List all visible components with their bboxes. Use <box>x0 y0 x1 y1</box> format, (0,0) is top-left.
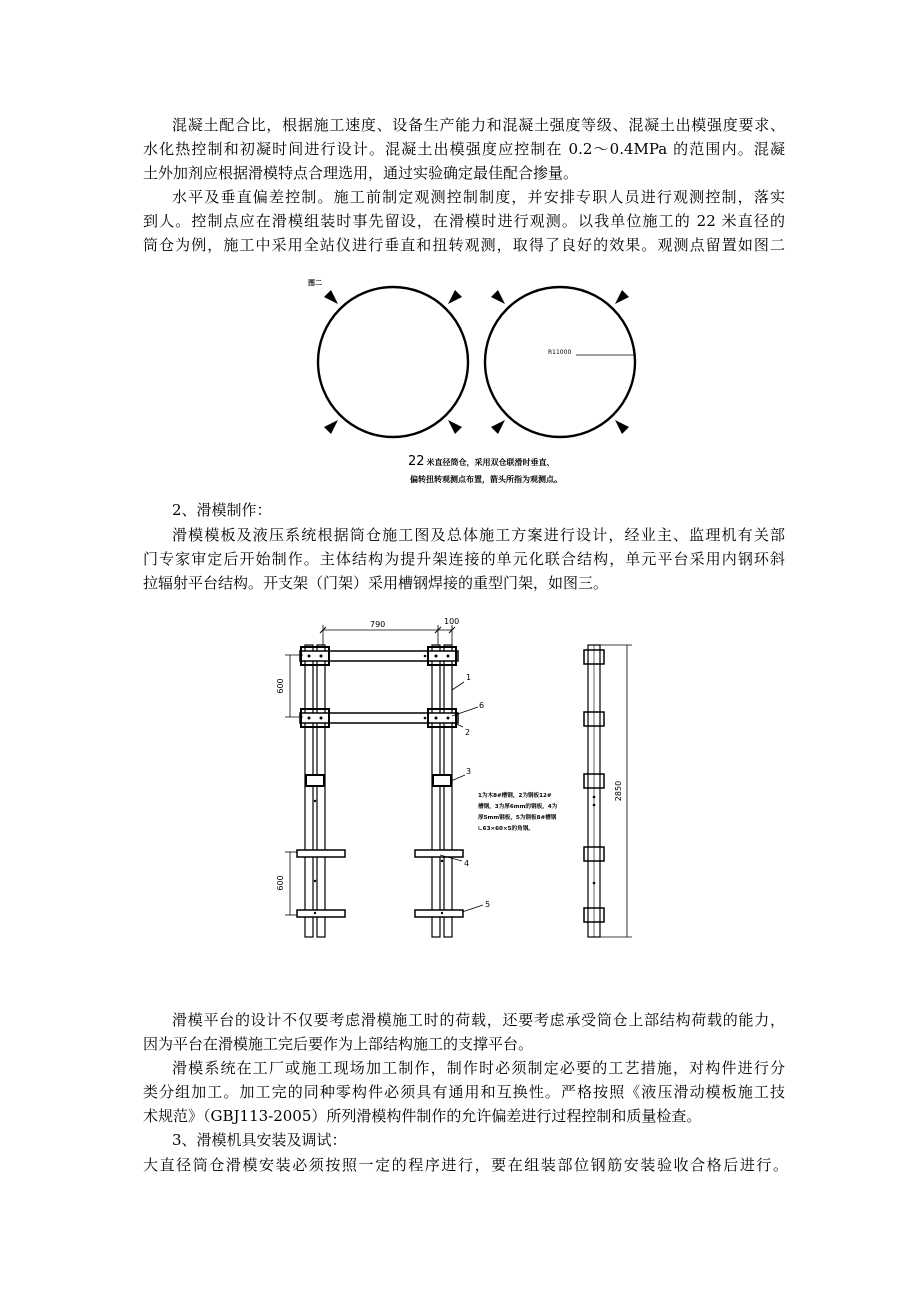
steel-plate-block <box>306 775 324 786</box>
callout-leader <box>452 682 464 690</box>
top-beam <box>300 651 458 661</box>
paragraph-4-line-1: 滑模平台的设计不仅要考虑滑模施工时的荷载，还要考虑承受筒仓上部结构荷载的能力， <box>172 1011 785 1029</box>
bolt <box>308 655 311 658</box>
callout-4: 4 <box>464 859 470 868</box>
bolt <box>314 912 316 914</box>
section-3-heading: 3、滑模机具安装及调试： <box>172 1131 347 1149</box>
right-silo-circle <box>485 287 635 437</box>
parts-note-line: ∟63×60×5的角钢。 <box>478 826 534 832</box>
callout-1: 1 <box>466 673 472 682</box>
parts-note-line: 槽钢，3为厚6mm的钢板，4为 <box>478 804 558 810</box>
cross-member <box>415 850 463 857</box>
observation-point-arrow <box>448 290 462 304</box>
caption-number: 22 <box>408 454 425 469</box>
right-column-channel <box>444 645 452 937</box>
callout-leader <box>451 775 465 781</box>
paragraph-2-line-3: 筒仓为例，施工中采用全站仪进行垂直和扭转观测，取得了良好的效果。观测点留置如图二 <box>143 236 785 254</box>
right-column-channel <box>432 645 440 937</box>
section-2-heading: 2、滑模制作： <box>172 501 272 519</box>
paragraph-1-line-2: 水化热控制和初凝时间进行设计。混凝土出模强度应控制在 0.2～0.4MPa 的范围内。混凝 <box>143 140 785 158</box>
left-column-channel <box>317 645 325 937</box>
figure-2-caption-line-2 <box>410 474 562 485</box>
paragraph-1-line-3: 土外加剂应根据滑模特点合理选用，通过实验确定最佳配合掺量。 <box>143 164 579 182</box>
angle-steel-member <box>297 910 345 917</box>
caption-text: 米直径筒仓，采用双仓联滑时垂直、 <box>426 458 555 467</box>
paragraph-2-line-2: 到人。控制点应在滑模组装时事先留设，在滑模时进行观测。以我单位施工的 22 米直径的 <box>143 212 785 230</box>
paragraph-6-line-1: 大直径筒仓滑模安装必须按照一定的程序进行，要在组装部位钢筋安装验收合格后进行。 <box>143 1156 788 1174</box>
observation-point-arrow <box>491 420 505 434</box>
parts-note-line: 厚5mm钢板，5为钢板8#槽钢 <box>478 815 557 821</box>
lower-spacing-label: 600 <box>276 875 285 891</box>
figure-2-label: 图二 <box>308 279 322 287</box>
bolt <box>441 912 443 914</box>
paragraph-5-line-3: 术规范》（GBJ113-2005）所列滑模构件制作的允许偏差进行过程控制和质量检查。 <box>143 1107 702 1125</box>
bolt <box>424 717 427 720</box>
figure-2-silo-plan <box>300 275 645 460</box>
parts-note-line: 1为木8#槽钢，2为钢板12# <box>478 793 552 799</box>
bolt <box>314 800 316 802</box>
paragraph-1-line-1: 混凝土配合比，根据施工速度、设备生产能力和混凝土强度等级、混凝土出模强度要求、 <box>172 116 785 134</box>
steel-plate-block <box>433 775 451 786</box>
height-dimension-label: 2850 <box>614 780 623 802</box>
radius-label: R11000 <box>548 349 572 356</box>
bolt <box>593 804 596 807</box>
observation-point-arrow <box>324 290 338 304</box>
middle-beam <box>300 713 458 723</box>
paragraph-3-line-2: 门专家审定后开始制作。主体结构为提升架连接的单元化联合结构，单元平台采用内钢环斜 <box>143 550 785 568</box>
width-dimension-label: 790 <box>370 620 386 629</box>
bolt <box>447 717 450 720</box>
upper-left-dimension <box>276 655 303 717</box>
paragraph-5-line-1: 滑模系统在工厂或施工现场加工制作，制作时必须制定必要的工艺措施，对构件进行分 <box>172 1059 785 1077</box>
paragraph-3-line-3: 拉辐射平台结构。开支架（门架）采用槽钢焊接的重型门架，如图三。 <box>143 574 609 592</box>
cross-member <box>297 850 345 857</box>
caption-text: 偏转扭转观测点布置，箭头所指为观测点。 <box>410 475 562 484</box>
top-dimension <box>320 617 459 648</box>
height-dimension <box>600 645 632 937</box>
left-silo-circle <box>318 287 468 437</box>
angle-steel-member <box>415 910 463 917</box>
paragraph-4-line-2: 因为平台在滑模施工完后要作为上部结构施工的支撑平台。 <box>143 1035 534 1053</box>
left-column-channel <box>305 645 313 937</box>
bolt <box>424 655 427 658</box>
bolt <box>320 717 323 720</box>
bolt <box>435 717 438 720</box>
observation-point-arrow <box>615 420 629 434</box>
bolt <box>593 796 596 799</box>
bolt <box>435 655 438 658</box>
callout-5: 5 <box>485 900 491 909</box>
observation-point-arrow <box>615 290 629 304</box>
callout-6: 6 <box>479 701 485 710</box>
bolt <box>447 655 450 658</box>
paragraph-5-line-2: 类分组加工。加工完的同种零构件必须具有通用和互换性。严格按照《液压滑动模板施工技 <box>143 1083 785 1101</box>
observation-point-arrow <box>491 290 505 304</box>
callout-3: 3 <box>466 767 472 776</box>
callout-leader <box>462 905 483 912</box>
bolt <box>593 882 596 885</box>
bolt <box>308 717 311 720</box>
figure-2-caption-line-1 <box>408 454 555 469</box>
paragraph-2-line-1: 水平及垂直偏差控制。施工前制定观测控制制度，并安排专职人员进行观测控制，落实 <box>172 188 785 206</box>
bolt <box>441 860 443 862</box>
upper-spacing-label: 600 <box>276 678 285 694</box>
observation-point-arrow <box>448 420 462 434</box>
bolt <box>320 655 323 658</box>
observation-point-arrow <box>324 420 338 434</box>
bolt <box>314 880 316 882</box>
lower-left-dimension <box>276 852 297 915</box>
offset-dimension-label: 100 <box>444 617 460 626</box>
paragraph-3-line-1: 滑模模板及液压系统根据筒仓施工图及总体施工方案进行设计，经业主、监理机有关部 <box>172 526 785 544</box>
callout-2: 2 <box>465 728 471 737</box>
figure-3-gate-frame-drawing <box>265 615 645 950</box>
